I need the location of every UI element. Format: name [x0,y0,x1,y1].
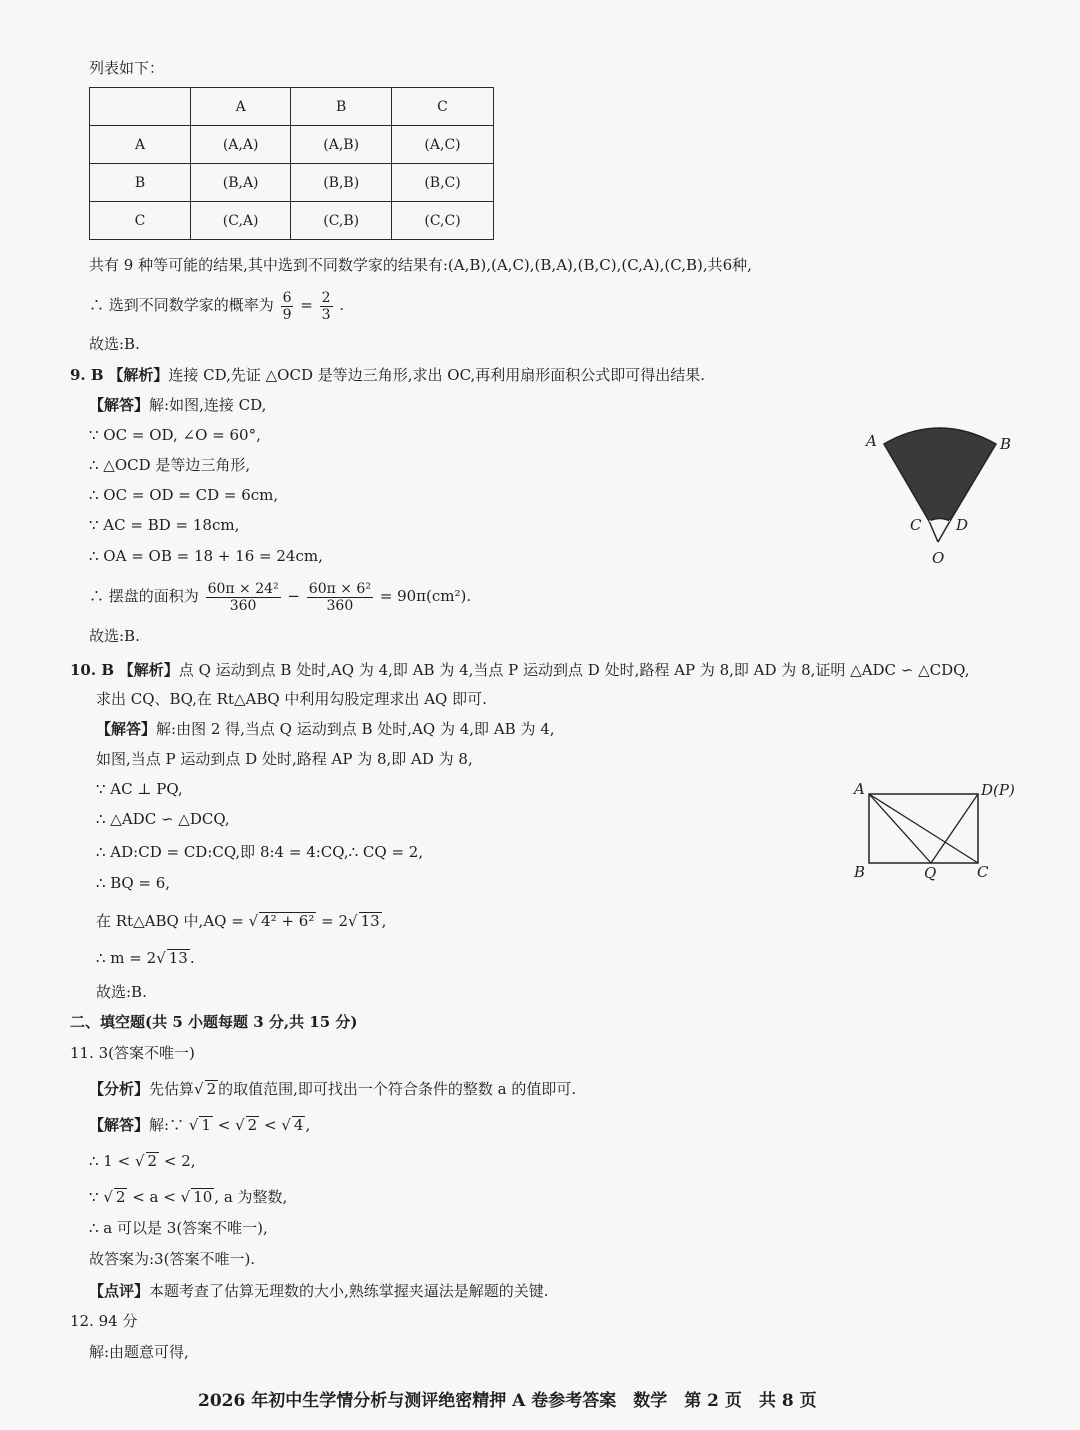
comment-text: 本题考查了估算无理数的大小,熟练掌握夹逼法是解题的关键. [149,1282,549,1300]
radicand: 2 [206,1080,217,1098]
segment-aq [869,794,931,863]
result-text: ∴ m = 2 [96,949,157,967]
q11-step: ∴ 1 < √ 2 < 2, [89,1152,196,1170]
fraction [307,581,373,614]
radicand: 4 [293,1116,304,1134]
analysis-text: 的取值范围,即可找出一个符合条件的整数 a 的值即可. [218,1080,577,1098]
period: . [339,296,345,314]
page-footer: 2026 年初中生学情分析与测评绝密精押 A 卷参考答案 数学 第 2 页 共 8 页 [198,1391,817,1411]
table-cell: B [90,164,191,202]
solution-text: 解:如图,连接 CD, [149,396,267,414]
table-cell: C [392,88,494,126]
sector-figure [860,420,1020,570]
q9-analysis [70,365,705,385]
less-than: < [264,1116,277,1134]
outcome-table [89,87,494,240]
q10-solution-start [96,719,555,739]
q8-prob-text: ∴ 选到不同数学家的概率为 [89,296,274,314]
table-cell: A [191,88,291,126]
solution-text: 解:由图 2 得,当点 Q 运动到点 B 处时,AQ 为 4,即 AB 为 4, [156,720,555,738]
fraction [320,290,333,323]
pythagoras-text: 在 Rt△ABQ 中,AQ = [96,912,244,930]
q9-step: ∴ OC = OD = CD = 6cm, [89,486,279,504]
q10-step: ∴ BQ = 6, [96,874,171,892]
numerator: 2 [321,289,331,306]
period: . [189,949,195,967]
solution-text: 解:∵ [149,1116,185,1134]
analysis-text: 点 Q 运动到点 B 处时,AQ 为 4,即 AB 为 4,当点 P 运动到点 D 处时,路程 AP 为 8,即 AD 为 8,证明 △ADC ∽ △CDQ, [178,661,970,679]
analysis-tag: 【解析】 [118,661,179,679]
q8-probability [89,288,344,323]
question-number: 10. B [70,661,114,679]
denominator: 3 [321,306,331,323]
point-label: D [956,516,969,534]
equals-sign: = [300,296,313,314]
table-row [90,126,494,164]
point-label: O [932,549,945,567]
q8-answer: 故选:B. [89,335,140,353]
point-label: C [977,863,989,881]
table-cell: (C,C) [392,202,494,240]
table-cell: C [90,202,191,240]
table-cell: (A,C) [392,126,494,164]
table-row [90,202,494,240]
q9-solution-start [89,395,266,415]
sector-ring-shape [884,428,996,521]
q10-step: 如图,当点 P 运动到点 D 处时,路程 AP 为 8,即 AD 为 8, [96,750,473,768]
table-cell: (B,B) [291,164,392,202]
table-cell: (B,C) [392,164,494,202]
comma: , [381,912,387,930]
step-text: ∵ [89,1188,99,1206]
analysis-tag: 【解析】 [108,366,169,384]
table-cell: A [90,126,191,164]
denominator: 360 [229,597,257,614]
segment-do [938,521,950,542]
q9-step: ∴ △OCD 是等边三角形, [89,456,251,474]
radicand: 13 [168,949,188,967]
q10-step: ∵ AC ⊥ PQ, [96,780,183,798]
step-text: , a 为整数, [214,1188,288,1206]
q9-area [89,578,471,614]
section-heading: 二、填空题(共 5 小题每题 3 分,共 15 分) [70,1013,358,1031]
numerator: 60π × 24² [207,580,279,597]
table-cell: (A,B) [291,126,392,164]
q11-solution-start: 【解答】解:∵ √ 1 < √ 2 < √ 4 , [89,1116,311,1134]
fraction [206,581,281,614]
segment-co [929,521,938,542]
q11-analysis: 【分析】先估算√ 2 的取值范围,即可找出一个符合条件的整数 a 的值即可. [89,1080,577,1098]
solution-tag: 【解答】 [96,720,157,738]
radicand: 10 [193,1188,213,1206]
q10-analysis [70,660,970,680]
radicand: 2 [147,1152,158,1170]
area-text: ∴ 摆盘的面积为 [89,587,199,605]
radicand: 1 [201,1116,211,1134]
denominator: 9 [282,306,292,323]
table-cell: (C,A) [191,202,291,240]
q8-outcomes: 共有 9 种等可能的结果,其中选到不同数学家的结果有:(A,B),(A,C),(B,A),(B,C),(C,A),(C,B),共6种, [89,256,752,274]
comment-tag: 【点评】 [89,1282,150,1300]
pythagoras-mid: = 2 [321,912,349,930]
q11-head: 11. 3(答案不唯一) [70,1044,195,1062]
q12-head: 12. 94 分 [70,1312,138,1330]
table-cell: B [291,88,392,126]
minus-sign: − [287,587,300,605]
point-label: Q [924,864,937,882]
table-cell [90,88,191,126]
table-cell: (B,A) [191,164,291,202]
q9-answer: 故选:B. [89,627,140,645]
point-label: A [854,780,865,798]
step-text: ∴ 1 < [89,1152,131,1170]
intro-text: 列表如下： [89,59,165,77]
q10-analysis-cont: 求出 CQ、BQ,在 Rt△ABQ 中利用勾股定理求出 AQ 即可. [96,690,487,708]
radicand: 2 [247,1116,258,1134]
solution-tag: 【解答】 [89,1116,150,1134]
table-header-row [90,88,494,126]
point-label: B [1000,435,1012,453]
q12-step: 解:由题意可得, [89,1343,189,1361]
numerator: 6 [282,289,292,306]
q11-step: ∴ a 可以是 3(答案不唯一), [89,1219,268,1237]
rectangle-figure [850,778,1020,888]
table-cell: (A,A) [191,126,291,164]
q11-answer: 故答案为:3(答案不唯一). [89,1250,256,1268]
analysis-tag: 【分析】 [89,1080,150,1098]
q9-step: ∴ OA = OB = 18 + 16 = 24cm, [89,547,323,565]
solution-tag: 【解答】 [89,396,150,414]
step-text: < a < [132,1188,176,1206]
radicand: 13 [360,912,380,930]
point-label: A [866,432,877,450]
table-cell: (C,B) [291,202,392,240]
radicand: 4² + 6² [261,912,315,930]
point-label: D(P) [981,781,1015,799]
numerator: 60π × 6² [308,580,371,597]
question-number: 9. B [70,366,104,384]
table-row [90,164,494,202]
point-label: C [910,516,922,534]
q10-step: ∴ AD:CD = CD:CQ,即 8:4 = 4:CQ,∴ CQ = 2, [96,843,424,861]
less-than: < [217,1116,231,1134]
q10-result: ∴ m = 2√ 13 . [96,949,195,967]
q10-answer: 故选:B. [96,983,147,1001]
analysis-text: 先估算 [149,1080,195,1098]
comma: , [305,1116,311,1134]
area-result: = 90π(cm²). [379,587,472,605]
segment-pq [931,794,978,863]
point-label: B [854,863,866,881]
step-text: < 2, [163,1152,196,1170]
q10-pythagoras: 在 Rt△ABQ 中,AQ = √ 4² + 6² = 2√ 13 , [96,912,387,930]
q10-step: ∴ △ADC ∽ △DCQ, [96,810,230,828]
diagonal-ac [869,794,978,863]
q9-step: ∵ OC = OD, ∠O = 60°, [89,426,261,444]
q11-step: ∵ √ 2 < a < √ 10 , a 为整数, [89,1188,288,1206]
q9-step: ∵ AC = BD = 18cm, [89,516,240,534]
denominator: 360 [326,597,354,614]
radicand: 2 [115,1188,126,1206]
q11-comment [89,1281,549,1301]
fraction [281,290,294,323]
analysis-text: 连接 CD,先证 △OCD 是等边三角形,求出 OC,再利用扇形面积公式即可得出结果. [168,366,706,384]
